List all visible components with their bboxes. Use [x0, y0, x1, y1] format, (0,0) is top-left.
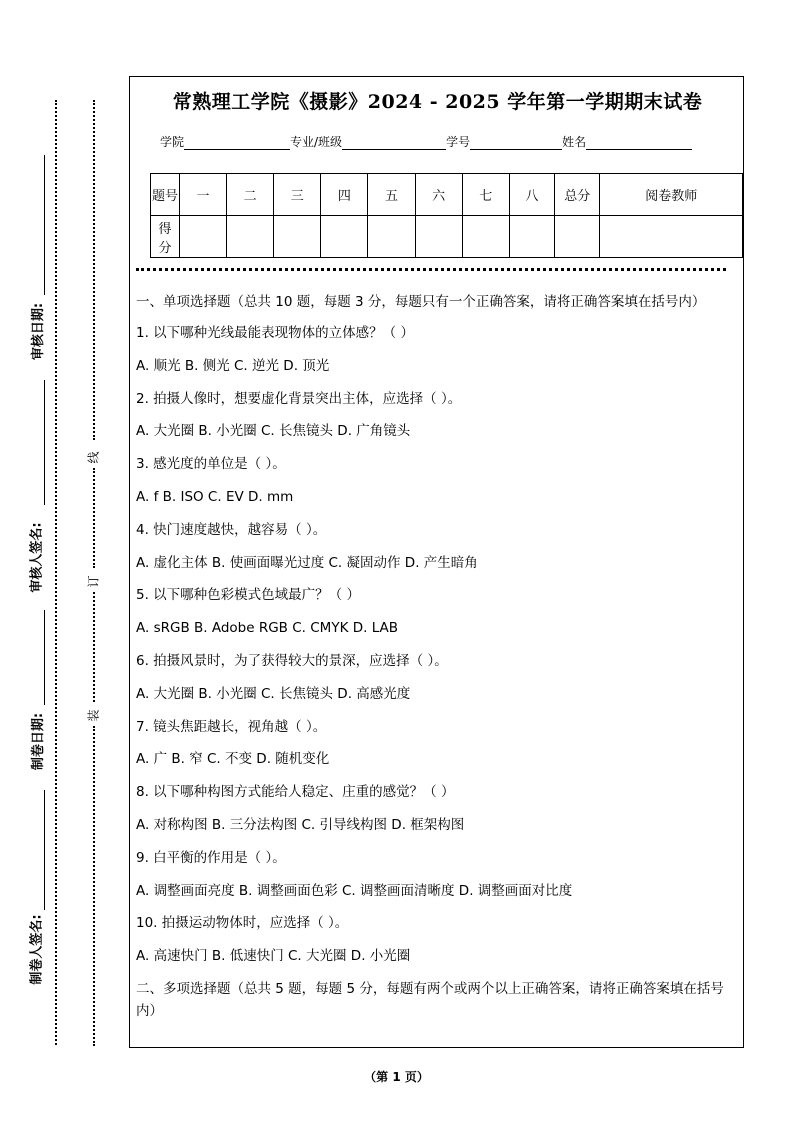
paper-date-line: [44, 610, 45, 705]
cut-label-bind: 订: [86, 575, 101, 588]
score-cell[interactable]: [274, 216, 321, 258]
name-field[interactable]: [586, 137, 692, 150]
question-text: 3. 感光度的单位是（ ）。: [136, 456, 286, 473]
question-options: A. 大光圈 B. 小光圈 C. 长焦镜头 D. 广角镜头: [136, 423, 411, 440]
score-cell[interactable]: [509, 216, 554, 258]
exam-content: [136, 291, 741, 1031]
score-table: [150, 173, 743, 258]
row-label-question-no: 题号: [151, 174, 180, 216]
col-header: 七: [462, 174, 509, 216]
page-number: （第 1 页）: [364, 1070, 429, 1084]
question-text: 5. 以下哪种色彩模式色域最广？（ ）: [136, 587, 360, 604]
student-id-field[interactable]: [470, 137, 562, 150]
paper-sign-label: 制卷人签名:: [29, 914, 45, 985]
cut-dotted-line-4: [93, 726, 95, 1046]
score-cell-grader[interactable]: [600, 216, 743, 258]
question-options: A. 顺光 B. 侧光 C. 逆光 D. 顶光: [136, 357, 330, 374]
question-text: 9. 白平衡的作用是（ ）。: [136, 849, 286, 866]
question-options: A. sRGB B. Adobe RGB C. CMYK D. LAB: [136, 620, 399, 637]
score-table-score-row: [151, 216, 743, 258]
paper-sign-line: [44, 790, 45, 910]
score-cell[interactable]: [415, 216, 462, 258]
major-field[interactable]: [342, 137, 446, 150]
name-label: 姓名: [562, 135, 587, 149]
col-header: 三: [274, 174, 321, 216]
col-header: 二: [227, 174, 274, 216]
col-header: 一: [179, 174, 226, 216]
col-header: 六: [415, 174, 462, 216]
cut-dotted-line-3: [93, 592, 95, 702]
question-text: 6. 拍摄风景时，为了获得较大的景深，应选择（ ）。: [136, 652, 448, 669]
college-field[interactable]: [184, 137, 290, 150]
score-table-header-row: [151, 174, 743, 216]
score-cell[interactable]: [462, 216, 509, 258]
question-text: 2. 拍摄人像时，想要虚化背景突出主体，应选择（ ）。: [136, 390, 462, 407]
row-label-score: 得分: [151, 216, 180, 258]
student-id-label: 学号: [446, 135, 471, 149]
reviewer-sign-line: [44, 380, 45, 505]
score-cell[interactable]: [179, 216, 226, 258]
question-text: 10. 拍摄运动物体时，应选择（ ）。: [136, 915, 349, 932]
student-info: [160, 133, 692, 150]
exam-frame: [129, 76, 744, 1048]
question-text: 4. 快门速度越快，越容易（ ）。: [136, 521, 327, 538]
question-options: A. 大光圈 B. 小光圈 C. 长焦镜头 D. 高感光度: [136, 685, 411, 702]
question-options: A. 调整画面亮度 B. 调整画面色彩 C. 调整画面清晰度 D. 调整画面对比度: [136, 882, 573, 899]
score-cell[interactable]: [321, 216, 368, 258]
question-options: A. f B. ISO C. EV D. mm: [136, 488, 294, 505]
college-label: 学院: [160, 135, 185, 149]
score-cell-total[interactable]: [555, 216, 600, 258]
question-options: A. 对称构图 B. 三分法构图 C. 引导线构图 D. 框架构图: [136, 816, 465, 833]
question-text: 7. 镜头焦距越长，视角越（ ）。: [136, 718, 327, 735]
cut-dotted-line-2: [93, 468, 95, 568]
cut-dotted-line-1: [93, 100, 95, 440]
col-header-total: 总分: [555, 174, 600, 216]
score-cell[interactable]: [227, 216, 274, 258]
col-header: 八: [509, 174, 554, 216]
dotted-separator: [136, 268, 726, 271]
review-date-label: 审核日期:: [31, 302, 47, 361]
question-text: 1. 以下哪种光线最能表现物体的立体感？（ ）: [136, 325, 414, 341]
major-label: 专业/班级: [290, 135, 343, 149]
reviewer-sign-label: 审核人签名:: [29, 522, 45, 593]
col-header-grader: 阅卷教师: [600, 174, 743, 216]
cut-label-line: 线: [86, 451, 101, 464]
section-1-heading: 一、单项选择题（总共 10 题，每题 3 分，每题只有一个正确答案，请将正确答案填在括号内）: [136, 294, 706, 310]
col-header: 四: [321, 174, 368, 216]
cut-label-fit: 装: [86, 709, 101, 722]
question-options: A. 广 B. 窄 C. 不变 D. 随机变化: [136, 751, 330, 768]
exam-title: 常熟理工学院《摄影》2024 - 2025 学年第一学期期末试卷: [172, 91, 703, 113]
paper-date-label: 制卷日期:: [31, 712, 47, 771]
question-options: A. 虚化主体 B. 使画面曝光过度 C. 凝固动作 D. 产生暗角: [136, 554, 478, 571]
question-options: A. 高速快门 B. 低速快门 C. 大光圈 D. 小光圈: [136, 948, 411, 965]
score-cell[interactable]: [368, 216, 415, 258]
review-date-line: [44, 155, 45, 295]
outer-dotted-line: [55, 100, 57, 1045]
question-text: 8. 以下哪种构图方式能给人稳定、庄重的感觉？（ ）: [136, 784, 455, 801]
section-2-heading: 二、多项选择题（总共 5 题，每题 5 分，每题有两个或两个以上正确答案，请将正确答案填在括号内）: [136, 980, 724, 1019]
col-header: 五: [368, 174, 415, 216]
